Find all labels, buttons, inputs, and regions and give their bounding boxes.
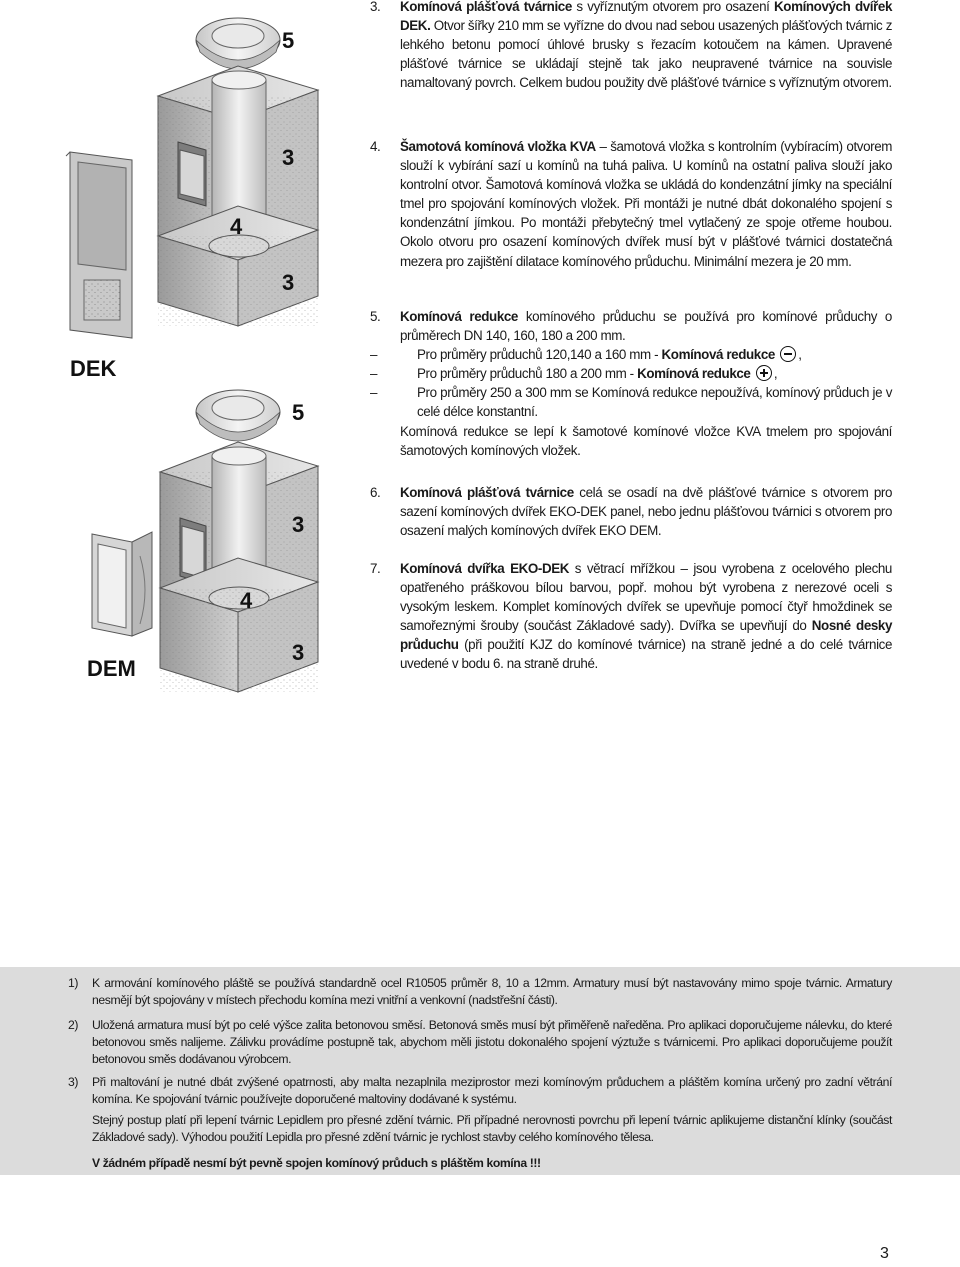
dem-door-drawing [92, 532, 152, 636]
callout-4: 4 [240, 588, 253, 613]
callout-3: 3 [292, 512, 305, 537]
item-text-part: s vyříznutým otvorem pro osazení [571, 0, 775, 14]
plus-icon [756, 365, 772, 381]
item-intro [400, 307, 892, 345]
footnote-marker: 2) [68, 1018, 79, 1032]
illustration-area [0, 0, 360, 960]
item-text [400, 483, 892, 540]
footnote-text: Stejný postup platí při lepení tvárnic Lepidlem pro přesné zdění tvárnic. Při případné nerovnosti povrchu při lepení tvárnic aplikujeme distanční klínky (součást Základové sady). Výhodou použití Lepidla pro přesné zdění tvárnic je rychlost stavby celého komínového tělesa. [92, 1113, 892, 1145]
label-dek: DEK [70, 356, 117, 381]
minus-icon [780, 346, 796, 362]
item-term: Komínová plášťová tvárnice [400, 0, 572, 14]
footnote-warning [68, 1155, 892, 1172]
list-item-4 [370, 137, 892, 271]
item-text-part: , [798, 347, 802, 363]
footnote-text: Uložená armatura musí být po celé výšce zalita betonovou směsí. Betonová směs musí být přiměřeně naředěna. Pro aplikaci doporučujeme nálevku, do které betonovou směs nalijeme. Zálivku provádíme postupně tak, abychom měli jistotu dokonalého spojení výztuže s tvárnicemi. Pro aplikaci doporučujeme použít betonovou směs dodávanou výrobcem. [92, 1018, 892, 1067]
callout-3: 3 [282, 145, 295, 170]
item-text-part: Pro průměry průduchů 180 a 200 mm - [417, 366, 638, 382]
list-item-3 [370, 0, 892, 92]
item-text [400, 137, 892, 271]
callout-5: 5 [282, 28, 295, 53]
list-item-7 [370, 559, 892, 674]
footnotes-panel [0, 967, 960, 1175]
footnote-note [68, 1112, 892, 1146]
dash-item [370, 383, 892, 421]
item-text-part: komínového průduchu se používá pro komínové průduchy o průměrech DN 140, 160, 180 a 200 mm. [400, 309, 892, 344]
item-text-part: celá se osadí na dvě plášťové tvárnice s otvorem pro sazení komínových dvířek EKO-DEK panel, nebo jednu plášťovou tvárnici s otvorem pro osazení malých komínových dvířek EKO DEM. [400, 485, 893, 539]
dash-item [370, 345, 892, 364]
warning-text: V žádném případě nesmí být pevně spojen komínový průduch s pláštěm komína !!! [92, 1156, 541, 1170]
dek-door-drawing [66, 152, 132, 338]
item-text-part: , [773, 366, 778, 382]
item-text [400, 307, 892, 460]
list-item-6 [370, 483, 892, 540]
item-number: 7. [370, 561, 381, 576]
item-text-part: Komínová redukce se lepí k šamotové komínové vložce KVA tmelem pro spojování šamotových komínových vložek. [400, 423, 892, 458]
item-term: Šamotová komínová vložka KVA [400, 139, 596, 154]
item-term: Komínová plášťová tvárnice [400, 485, 574, 500]
footnote-2 [68, 1017, 892, 1069]
item-term: Komínová redukce [637, 366, 751, 382]
item-text [400, 0, 892, 92]
callout-4: 4 [230, 214, 243, 239]
footnote-3 [68, 1074, 892, 1108]
item-text-part: Otvor šířky 210 mm se vyřízne do dvou nad sebou usazených plášťových tvárnic z lehkého betonu pomocí úhlové brusky s řezacím kotoučem na kámen. Upravené plášťové tvárnice se ukládají stejně tak jako neupravené tvárnice na souvisle namaltovaný povrch. Celkem budou použity dvě plášťové tvárnice s vyříznutým otvorem. [400, 18, 892, 91]
footnote-marker: 3) [68, 1075, 79, 1089]
callout-3: 3 [292, 640, 305, 665]
item-term: Komínová redukce [400, 309, 518, 324]
item-number: 5. [370, 309, 381, 324]
item-number: 6. [370, 485, 381, 500]
page-number: 3 [880, 1245, 889, 1262]
footnote-1 [68, 975, 892, 1009]
item-term: Nosné desky průduchu [400, 618, 893, 653]
item-text-part: (při použití KJZ do komínové tvárnice) na straně jedné a do celé tvárnice uvedené v bodu 6. na straně druhé. [400, 637, 892, 672]
callout-5: 5 [292, 400, 305, 425]
item-text-part: Pro průměry 250 a 300 mm se Komínová redukce nepoužívá, komínový průduch je v celé délce konstantní. [417, 385, 892, 420]
item-term: Komínová redukce [661, 347, 775, 363]
item-term: Komínová dvířka EKO-DEK [400, 561, 570, 576]
label-dem: DEM [87, 656, 136, 681]
item-number: 3. [370, 0, 381, 14]
footnote-marker: 1) [68, 976, 79, 990]
footnote-text: K armování komínového pláště se používá standardně ocel R10505 průměr 8, 10 a 12mm. Armatury musí být nastavovány mimo spoje tvárnic. Armatury nesmějí být spojovány v místech přechodu komína mezi vnitřní a venkovní (nadstřešní části). [92, 976, 892, 1008]
item-text-part: s větrací mřížkou – jsou vyrobena z ocelového plechu opatřeného práškovou bílou barvou, popř. mohou být vyrobena z nerezové oceli s vysokým leskem. Komplet komínových dvířek se upevňuje pomocí čtyř hmoždinek se samořeznými šrouby (součást Základové sady). Dvířka se upevňují do [400, 561, 892, 634]
item-text-part: Pro průměry průduchů 120,140 a 160 mm - [417, 347, 662, 363]
dash-item [370, 364, 892, 383]
list-item-5 [370, 307, 892, 460]
item-text [400, 559, 892, 674]
footnote-text: Při maltování je nutné dbát zvýšené opatrnosti, aby malta nezaplnila meziprostor mezi komínovým průduchem a pláštěm komína určený pro zadní větrání komína. Ke spojování tvárnic používejte doporučené maltoviny dodávané k systému. [92, 1075, 892, 1107]
callout-3: 3 [282, 270, 295, 295]
item-number: 4. [370, 139, 381, 154]
chimney-assembly-drawing [0, 0, 360, 960]
item-text-part: – šamotová vložka s kontrolním (vybíracím) otvorem slouží k vybírání sazí u komínů na tuhá paliva. U komínů na ostatní paliva slouží jako kontrolní otvor. Šamotová komínová vložka se ukládá do kondenzátní jímky na speciální tmel pro spojování komínových vložek. Při montáži je nutné dbát dokonalého spojení s kondenzátní jímkou. Po montáži přebytečný tmel vytlačený ze spoje otřeme houbou. Okolo otvoru pro osazení komínových dvířek musí být v plášťové tvárnici dostatečná mezera pro zajištění dilatace komínového průduchu. Minimální mezera je 20 mm. [400, 139, 893, 269]
item-term: Komínových dvířek DEK. [400, 0, 892, 34]
